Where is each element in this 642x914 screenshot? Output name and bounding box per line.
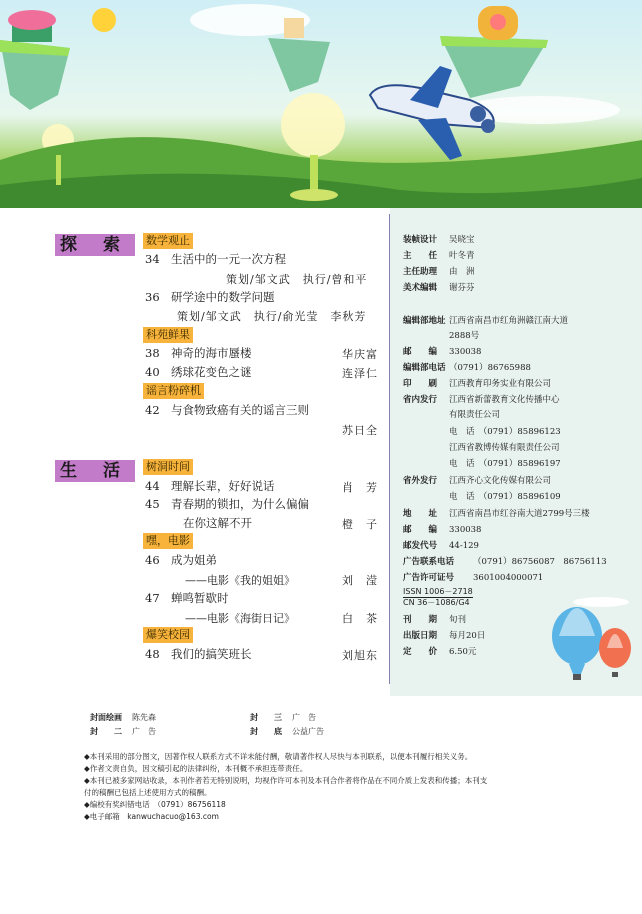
masthead-key: 刊 期 [403,615,438,625]
masthead-value: 330038 [449,525,482,535]
section-label-explore: 探 索 [55,234,135,256]
masthead-row [403,539,479,551]
entry-credit: 策划/邹文武 执行/曾和平 [226,273,368,286]
section-label-life: 生 活 [55,460,135,482]
masthead-row [403,314,568,326]
entry-credit: 策划/邹文武 执行/俞光莹 李秋芳 [177,310,367,323]
entry-title: 青春期的锁扣，为什么偏偏 [171,497,309,511]
masthead-row [403,507,590,519]
masthead-row [403,377,551,389]
page-number: 42 [145,403,160,417]
masthead-value: （0791）86765988 [449,363,531,373]
entry-title: 理解长辈，好好说话 [171,479,275,493]
masthead-key: 省外发行 [403,476,438,486]
masthead-row [403,571,543,583]
masthead-row [403,457,561,469]
masthead-row [403,629,485,641]
masthead-key: 编辑部电话 [403,363,446,373]
column-tag-movie: 嘿，电影 [143,533,193,549]
masthead-value: 叶冬青 [449,251,475,261]
masthead-value: 江西教育印务实业有限公司 [449,379,552,389]
entry-title: 生活中的一元一次方程 [171,252,286,266]
credit-key: 封 底 [250,727,282,736]
entry-title: 我们的搞笑班长 [171,647,252,661]
masthead-value: 江西齐心文化传媒有限公司 [449,476,552,486]
credit-key: 封 三 [250,713,282,722]
credit-key: 封 二 [90,727,122,736]
notice-line: ◆电子邮箱 kanwuchacuo@163.com [84,812,219,821]
toc-entry[interactable] [145,251,286,267]
entry-title: 绣球花变色之谜 [171,365,252,379]
masthead-row [403,425,561,437]
credit-cover-art [90,712,156,723]
entry-title: 神奇的海市蜃楼 [171,346,252,360]
masthead-key: 邮 编 [403,347,438,357]
notice-line: ◆作者文责自负，因文稿引起的法律纠纷，本刊概不承担连带责任。 [84,764,308,773]
column-tag-funny: 爆笑校园 [143,627,193,643]
masthead-row [403,645,476,657]
toc-entry[interactable] [145,646,252,662]
toc-entry[interactable] [145,364,252,380]
entry-subtitle: ——电影《我的姐姐》 [185,574,295,587]
masthead-row [403,555,607,567]
credit-value: 公益广告 [292,727,324,736]
masthead-key: 美术编辑 [403,283,438,293]
masthead-row [403,345,481,357]
column-tag-science: 科苑鲜果 [143,327,193,343]
notice-line: ◆本刊已被多家网站收录，本刊作者若无特别说明，均视作许可本刊及本刊合作者将作品在不同介质上发表和传播；本刊支 [84,776,488,785]
entry-title: 研学途中的数学问题 [171,290,275,304]
masthead-key: 省内发行 [403,395,438,405]
masthead-value: 江西省南昌市红角洲赣江南大道 [449,316,569,326]
masthead-row [403,393,560,405]
credit-value: 广 告 [132,727,156,736]
page-number: 47 [145,591,160,605]
masthead-value: 2888号 [449,331,480,341]
column-tag-math: 数学观止 [143,233,193,249]
masthead-key: 广告许可证号 [403,573,455,583]
masthead-key: 编辑部地址 [403,316,446,326]
masthead-value: 江西省南昌市红谷南大道2799号三楼 [449,509,590,519]
toc-entry[interactable] [145,478,275,494]
masthead-row [403,474,551,486]
entry-author: 肖 芳 [342,481,378,494]
masthead-value: （0791）86756087 86756113 [473,557,607,567]
masthead-value: 由 洲 [449,267,475,277]
masthead-key: 广告联系电话 [403,557,455,567]
toc-entry[interactable] [145,590,229,606]
entry-title: 蝉鸣暂歇时 [171,591,229,605]
toc-entry[interactable] [145,552,217,568]
masthead-value: 电 话 （0791）85896197 [449,459,561,469]
masthead-row [403,523,481,535]
masthead-value: 江西省新蕾教育文化传播中心 [449,395,560,405]
credit-back-cover [250,726,324,737]
credit-value: 陈先森 [132,713,156,722]
credit-value: 广 告 [292,713,316,722]
entry-author: 华庆富 [342,348,378,361]
credit-key: 封面绘画 [90,713,122,722]
entry-title-continued: 在你这解不开 [183,516,252,530]
page-number: 40 [145,365,160,379]
credit-cover-3 [250,712,316,723]
masthead-key: 主任助理 [403,267,438,277]
masthead-value: 旬刊 [449,615,467,625]
toc-entry[interactable] [145,289,275,305]
notice-line: ◆本刊采用的部分图文，因著作权人联系方式不详未能付酬，敬请著作权人尽快与本刊联系，以便本刊履行相关义务。 [84,752,473,761]
masthead-value: 3601004000071 [473,573,544,583]
cn-number: CN 36－1086/G4 [403,598,470,607]
masthead-row [403,613,466,625]
toc-entry[interactable] [145,345,252,361]
header-illustration [0,0,642,208]
masthead-key: 主 任 [403,251,438,261]
page-number: 45 [145,497,160,511]
masthead-key: 装帧设计 [403,235,438,245]
hot-air-balloon-icon [545,590,640,690]
page-number: 38 [145,346,160,360]
page-number: 36 [145,290,160,304]
masthead-row [403,249,475,261]
entry-author: 连泽仁 [342,367,378,380]
masthead-value: 330038 [449,347,482,357]
masthead-key: 地 址 [403,509,438,519]
toc-entry[interactable] [145,402,309,418]
column-divider [389,214,390,684]
entry-author: 刘旭东 [342,649,378,662]
masthead-row [403,329,479,341]
masthead-value: 6.50元 [449,647,477,657]
masthead-row [403,233,475,245]
masthead-row [403,281,475,293]
column-tag-rumor: 谣言粉碎机 [143,383,204,399]
issn-block [403,587,473,608]
masthead-row [403,441,560,453]
issn-number: ISSN 1006－2718 [403,587,473,596]
notice-line: ◆编校有奖纠错电话 （0791）86756118 [84,800,226,809]
entry-author: 刘 滢 [342,574,378,587]
page-number: 48 [145,647,160,661]
masthead-value: 电 话 （0791）85896109 [449,492,561,502]
masthead-value: 江西省教博传媒有限责任公司 [449,443,560,453]
masthead-value: 谢芬芬 [449,283,475,293]
masthead-row [403,265,475,277]
notice-line: 付的稿酬已包括上述使用方式的稿酬。 [84,788,212,797]
entry-author: 白 茶 [342,612,378,625]
entry-author: 橙 子 [342,518,378,531]
masthead-key: 出版日期 [403,631,438,641]
column-tag-treehole: 树洞时间 [143,459,193,475]
masthead-value: 有限责任公司 [449,410,501,420]
page-number: 46 [145,553,160,567]
entry-title: 成为姐弟 [171,553,217,567]
page-number: 44 [145,479,160,493]
masthead-key: 邮发代号 [403,541,438,551]
masthead-key: 印 刷 [403,379,438,389]
entry-title: 与食物致癌有关的谣言三则 [171,403,309,417]
page-number: 34 [145,252,160,266]
toc-entry[interactable] [145,496,309,512]
masthead-key: 定 价 [403,647,438,657]
masthead-value: 电 话 （0791）85896123 [449,427,561,437]
masthead-value: 44-129 [449,541,479,551]
entry-subtitle: ——电影《海街日记》 [185,612,295,625]
entry-author: 苏日全 [342,424,378,437]
masthead-row [403,408,500,420]
masthead-key: 邮 编 [403,525,438,535]
masthead-row [403,490,561,502]
masthead-value: 吴晓宝 [449,235,475,245]
masthead-value: 每月20日 [449,631,486,641]
masthead-row [403,361,531,373]
credit-cover-2 [90,726,156,737]
